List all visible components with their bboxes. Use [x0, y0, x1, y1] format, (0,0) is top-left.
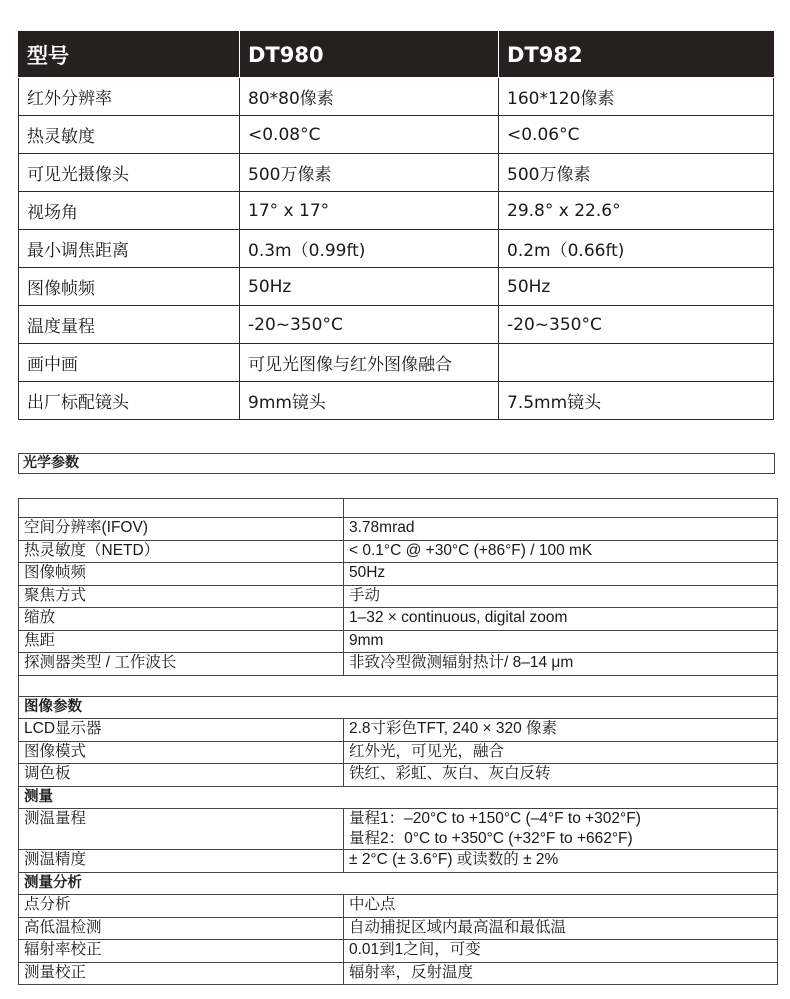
dt980-value-cell: 可见光图像与红外图像融合	[240, 344, 499, 382]
comparison-header-row	[19, 32, 774, 78]
spec-value: 3.78mrad	[344, 518, 778, 541]
spec-label: 高低温检测	[19, 917, 344, 940]
spec-label: LCD显示器	[19, 719, 344, 742]
spec-section-title: 测量分析	[19, 872, 778, 895]
spec-row	[19, 518, 778, 541]
spec-name-cell: 红外分辨率	[19, 78, 240, 116]
spec-name-cell: 可见光摄像头	[19, 154, 240, 192]
spec-value: 自动捕捉区域内最高温和最低温	[344, 917, 778, 940]
spec-label: 缩放	[19, 608, 344, 631]
comparison-row	[19, 78, 774, 116]
comparison-row	[19, 382, 774, 420]
spec-value: 中心点	[344, 895, 778, 918]
comparison-row	[19, 192, 774, 230]
spec-row	[19, 719, 778, 742]
spec-section-image	[19, 696, 778, 719]
spec-label: 点分析	[19, 895, 344, 918]
spec-name-cell: 图像帧频	[19, 268, 240, 306]
dt982-value-cell: 500万像素	[499, 154, 774, 192]
spec-label: 测温精度	[19, 850, 344, 873]
spec-row	[19, 585, 778, 608]
comparison-row	[19, 344, 774, 382]
spec-value-line: 量程1：–20°C to +150°C (–4°F to +302°F)	[349, 810, 641, 827]
spec-row	[19, 653, 778, 676]
spec-gap-row	[19, 675, 778, 696]
spec-row	[19, 741, 778, 764]
spec-value: 1–32 × continuous, digital zoom	[344, 608, 778, 631]
dt980-value-cell: 50Hz	[240, 268, 499, 306]
spec-name-cell: 最小调焦距离	[19, 230, 240, 268]
dt980-value-cell: 9mm镜头	[240, 382, 499, 420]
spec-value: 铁红、彩虹、灰白、灰白反转	[344, 764, 778, 787]
spec-label: 热灵敏度（NETD）	[19, 540, 344, 563]
spec-name-cell: 温度量程	[19, 306, 240, 344]
spec-row	[19, 764, 778, 787]
spec-label: 图像模式	[19, 741, 344, 764]
spec-row	[19, 563, 778, 586]
spec-name-cell: 画中画	[19, 344, 240, 382]
spec-label: 图像帧频	[19, 563, 344, 586]
spec-label: 测温量程	[19, 809, 344, 850]
dt980-value-cell: 80*80像素	[240, 78, 499, 116]
dt982-value-cell: 29.8° x 22.6°	[499, 192, 774, 230]
spec-value: 辐射率，反射温度	[344, 962, 778, 985]
spec-table	[18, 498, 778, 985]
spec-value-line: 量程2：0°C to +350°C (+32°F to +662°F)	[349, 830, 633, 847]
comparison-row	[19, 306, 774, 344]
spec-value: 0.01到1之间，可变	[344, 940, 778, 963]
spec-blank-row	[19, 499, 778, 518]
spec-value: 50Hz	[344, 563, 778, 586]
model-comparison-table	[18, 31, 774, 420]
dt982-value-cell	[499, 344, 774, 382]
spec-row	[19, 895, 778, 918]
comparison-row	[19, 268, 774, 306]
comparison-row	[19, 154, 774, 192]
spec-value: ± 2°C (± 3.6°F) 或读数的 ± 2%	[344, 850, 778, 873]
spec-label: 聚焦方式	[19, 585, 344, 608]
spec-row	[19, 608, 778, 631]
spec-value: 红外光，可见光，融合	[344, 741, 778, 764]
spec-label: 调色板	[19, 764, 344, 787]
spec-row	[19, 540, 778, 563]
dt982-value-cell: 0.2m（0.66ft)	[499, 230, 774, 268]
spec-name-cell: 热灵敏度	[19, 116, 240, 154]
spec-label: 空间分辨率(IFOV)	[19, 518, 344, 541]
comparison-row	[19, 230, 774, 268]
spec-value: < 0.1°C @ +30°C (+86°F) / 100 mK	[344, 540, 778, 563]
section-title-optical: 光学参数	[18, 453, 775, 474]
spec-section-title: 图像参数	[19, 696, 778, 719]
dt980-value-cell: 17° x 17°	[240, 192, 499, 230]
spec-row	[19, 809, 778, 850]
header-model: 型号	[19, 32, 240, 78]
dt982-value-cell: -20~350°C	[499, 306, 774, 344]
spec-name-cell: 出厂标配镜头	[19, 382, 240, 420]
spec-row	[19, 962, 778, 985]
spec-label: 焦距	[19, 630, 344, 653]
spec-section-measure	[19, 786, 778, 809]
spec-label: 探测器类型 / 工作波长	[19, 653, 344, 676]
comparison-row	[19, 116, 774, 154]
dt980-value-cell: 500万像素	[240, 154, 499, 192]
spec-name-cell: 视场角	[19, 192, 240, 230]
spec-value: 9mm	[344, 630, 778, 653]
spec-row	[19, 917, 778, 940]
spec-value	[344, 809, 778, 850]
dt980-value-cell: -20~350°C	[240, 306, 499, 344]
spec-section-analysis	[19, 872, 778, 895]
spec-row	[19, 630, 778, 653]
dt980-value-cell: <0.08°C	[240, 116, 499, 154]
dt980-value-cell: 0.3m（0.99ft)	[240, 230, 499, 268]
spec-row	[19, 940, 778, 963]
dt982-value-cell: 50Hz	[499, 268, 774, 306]
header-dt982: DT982	[499, 32, 774, 78]
dt982-value-cell: 160*120像素	[499, 78, 774, 116]
header-dt980: DT980	[240, 32, 499, 78]
spec-label: 辐射率校正	[19, 940, 344, 963]
spec-label: 测量校正	[19, 962, 344, 985]
spec-value: 2.8寸彩色TFT, 240 × 320 像素	[344, 719, 778, 742]
dt982-value-cell: <0.06°C	[499, 116, 774, 154]
spec-row	[19, 850, 778, 873]
spec-value: 手动	[344, 585, 778, 608]
spec-section-title: 测量	[19, 786, 778, 809]
dt982-value-cell: 7.5mm镜头	[499, 382, 774, 420]
spec-value: 非致冷型微测辐射热计/ 8–14 μm	[344, 653, 778, 676]
